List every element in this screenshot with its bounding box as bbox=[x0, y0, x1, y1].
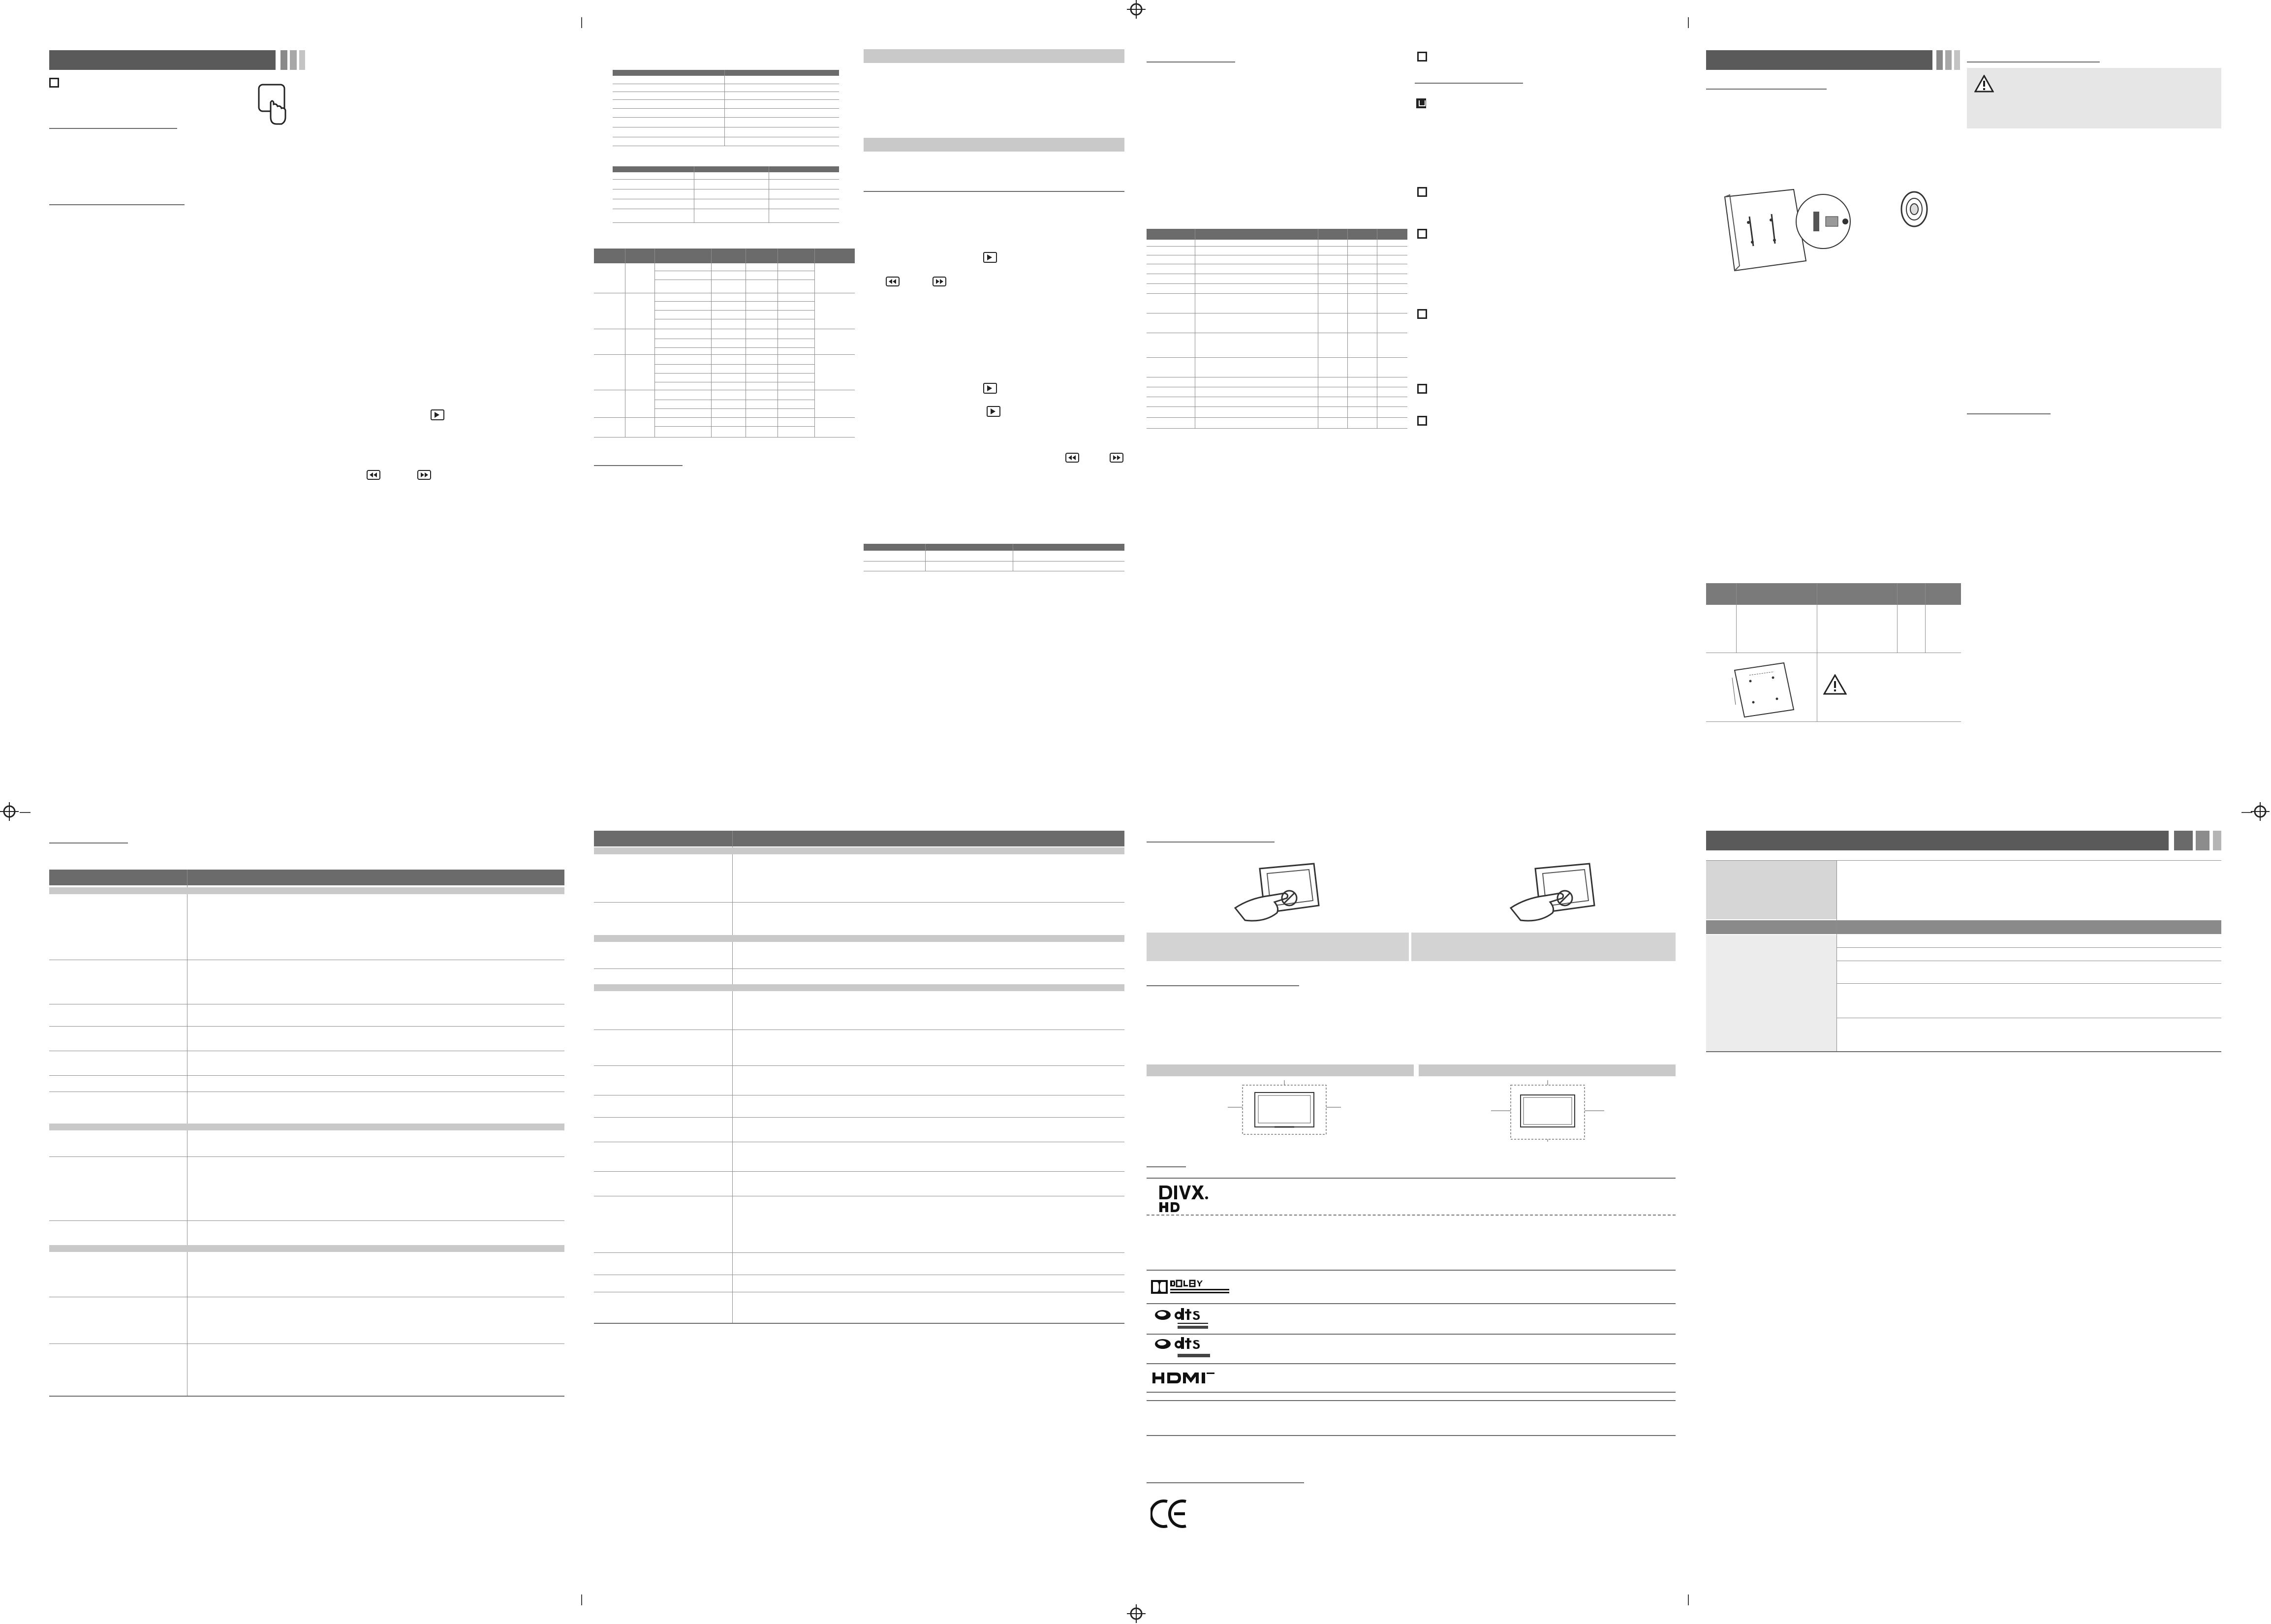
divx-hd-logo bbox=[1157, 1184, 1212, 1214]
section-band bbox=[1147, 1064, 1414, 1076]
subheading-rule bbox=[1967, 413, 2051, 414]
registration-crosshair-icon bbox=[1127, 0, 1146, 19]
fast-forward-button-icon bbox=[417, 470, 431, 480]
registration-crosshair-icon bbox=[2251, 802, 2270, 821]
license-rule bbox=[1147, 1400, 1676, 1401]
subheading-rule bbox=[1147, 842, 1275, 843]
subheading-rule bbox=[1706, 89, 1827, 90]
caption-band bbox=[1411, 933, 1676, 961]
vesa-dimension-illustration bbox=[1725, 656, 1799, 719]
play-glyph bbox=[987, 254, 992, 260]
no-touch-screen-illustration bbox=[1506, 859, 1599, 928]
wall-mount-illustration bbox=[1720, 187, 1858, 273]
section-tab bbox=[2213, 831, 2221, 850]
license-rule bbox=[1147, 1270, 1676, 1271]
section-tab bbox=[1936, 50, 1943, 70]
warning-triangle-icon bbox=[1823, 674, 1847, 695]
note-square-icon bbox=[1417, 229, 1427, 239]
note-square-icon bbox=[1417, 52, 1427, 62]
ce-mark bbox=[1151, 1499, 1189, 1529]
section-header-bar bbox=[49, 50, 276, 70]
note-square-icon bbox=[49, 78, 59, 88]
caption-band bbox=[1147, 933, 1409, 961]
hdmi-logo bbox=[1151, 1371, 1218, 1385]
note-square-icon bbox=[1417, 187, 1427, 197]
subheading-rule bbox=[1147, 1166, 1186, 1167]
section-band bbox=[1419, 1064, 1676, 1076]
registration-crosshair-icon bbox=[1127, 1604, 1146, 1623]
warning-box bbox=[1967, 68, 2221, 128]
fast-forward-button-icon bbox=[933, 277, 946, 286]
trim-mark bbox=[1688, 1594, 1689, 1605]
license-divider bbox=[1147, 1215, 1676, 1216]
section-tab bbox=[299, 50, 305, 70]
section-tab bbox=[2174, 831, 2193, 850]
note-square-icon bbox=[1417, 309, 1427, 319]
license-rule bbox=[1147, 1435, 1676, 1436]
warning-triangle-icon bbox=[1974, 75, 1994, 93]
subheading-rule bbox=[864, 191, 1124, 192]
license-rule bbox=[1147, 1178, 1676, 1179]
note-square-icon bbox=[1417, 416, 1427, 426]
rewind-button-icon bbox=[886, 277, 900, 286]
subheading-rule bbox=[1147, 1482, 1304, 1483]
license-rule bbox=[1147, 1334, 1676, 1335]
spacer-ring-illustration bbox=[1899, 189, 1929, 229]
license-rule bbox=[1147, 1392, 1676, 1393]
section-tab bbox=[1954, 50, 1960, 70]
trim-mark bbox=[581, 1594, 582, 1605]
rewind-button-icon bbox=[1065, 453, 1079, 463]
note-square-icon bbox=[1417, 384, 1427, 394]
touch-button-icon bbox=[256, 83, 290, 127]
license-rule bbox=[1147, 1363, 1676, 1364]
trim-mark bbox=[2241, 812, 2252, 813]
language-marker-glyph bbox=[1419, 100, 1426, 106]
dolby-digital-plus-logo bbox=[1151, 1278, 1229, 1296]
section-tab bbox=[1945, 50, 1952, 70]
subheading-rule bbox=[1415, 83, 1523, 84]
subheading-rule bbox=[1147, 985, 1299, 986]
section-tab bbox=[290, 50, 297, 70]
dts-2-channel-logo bbox=[1154, 1307, 1218, 1332]
play-glyph bbox=[991, 408, 996, 414]
play-glyph bbox=[435, 412, 439, 418]
subheading-rule bbox=[49, 128, 177, 129]
trim-mark bbox=[1688, 17, 1689, 28]
trim-mark bbox=[581, 17, 582, 28]
trim-mark bbox=[20, 812, 31, 813]
installation-clearance-diagram bbox=[1228, 1080, 1341, 1142]
no-touch-screen-illustration bbox=[1230, 859, 1324, 928]
rewind-button-icon bbox=[367, 470, 380, 480]
installation-clearance-diagram bbox=[1491, 1080, 1604, 1142]
subheading-rule bbox=[594, 465, 683, 466]
section-header-bar bbox=[1706, 831, 2169, 850]
fast-forward-button-icon bbox=[1110, 453, 1123, 463]
license-rule bbox=[1147, 1303, 1676, 1304]
play-glyph bbox=[987, 385, 992, 391]
registration-crosshair-icon bbox=[0, 802, 19, 821]
dts-studio-sound-logo bbox=[1154, 1336, 1218, 1361]
subheading-rule bbox=[49, 204, 185, 205]
section-band bbox=[864, 49, 1124, 63]
section-header-bar bbox=[1706, 50, 1932, 70]
section-tab bbox=[2196, 831, 2209, 850]
section-tab bbox=[280, 50, 287, 70]
section-band bbox=[864, 138, 1124, 152]
